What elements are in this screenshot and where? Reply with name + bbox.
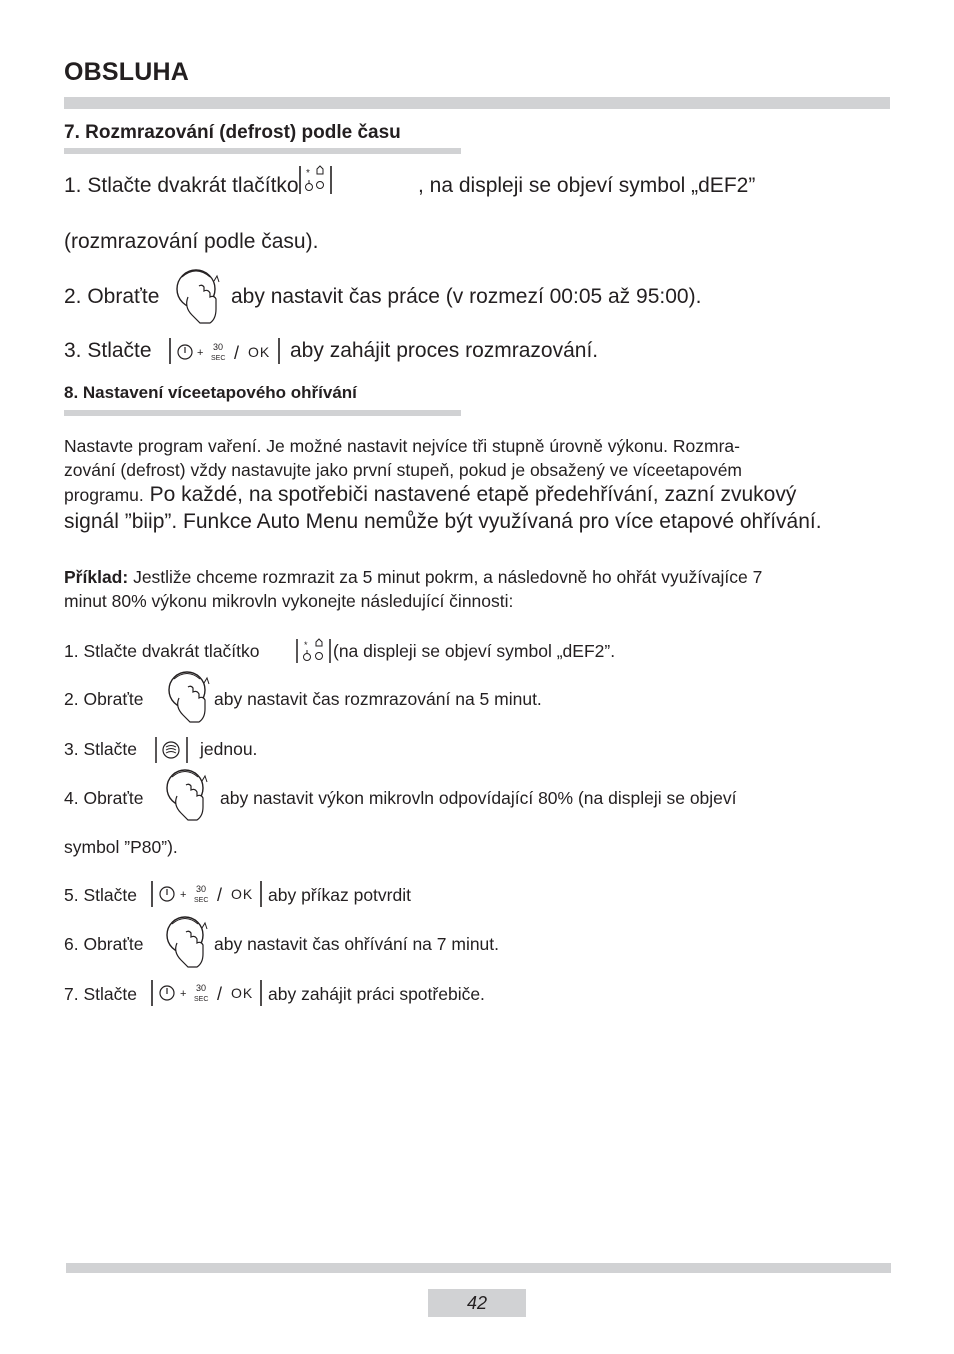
s8-step4-text: 4. Obraťte: [64, 788, 144, 808]
example-line-1: Jestliže chceme rozmrazit za 5 minut pokrm, a následovně ho ohřát využívajíce 7: [128, 567, 763, 587]
ok-label: OK: [231, 886, 254, 902]
plus-label: +: [180, 988, 187, 1000]
para-line-3-large: Po každé, na spotřebiči nastavené etapě předehřívání, zazní zvukový: [143, 483, 797, 506]
plus-label: +: [197, 347, 204, 359]
s7-step2-post: aby nastavit čas práce (v rozmezí 00:05 až 95:00).: [231, 285, 702, 308]
slash-label: /: [217, 984, 223, 1004]
sec-label: SEC: [194, 897, 209, 904]
example-line-2: minut 80% výkonu mikrovln vykonejte následující činnosti:: [64, 591, 514, 611]
svg-text:*: *: [304, 640, 308, 650]
s8-step5-post: aby příkaz potvrdit: [268, 885, 411, 905]
thirty-label: 30: [213, 342, 224, 352]
page-title: OBSLUHA: [64, 58, 190, 86]
para-line-3-small: programu.: [64, 485, 144, 505]
ok-label: OK: [248, 344, 271, 360]
s8-step7-text: 7. Stlačte: [64, 984, 137, 1004]
section8-paragraph: [64, 434, 894, 536]
defrost-button-icon: [298, 164, 334, 196]
para-line-1: Nastavte program vaření. Je možné nastavit nejvíce tři stupně úrovně výkonu. Rozmra-: [64, 436, 740, 456]
s8-step5-text: 5. Stlačte: [64, 885, 137, 905]
plus-label: +: [180, 889, 187, 901]
knob-hand-icon: [163, 768, 211, 824]
start-ok-button-icon: [150, 879, 264, 909]
microwave-power-button-icon: [154, 735, 190, 765]
s8-step6-text: 6. Obraťte: [64, 934, 144, 954]
slash-label: /: [217, 885, 223, 905]
section8-underline: [64, 410, 461, 416]
para-line-2: zování (defrost) vždy nastavujte jako první stupeň, pokud je obsažený ve víceetapovém: [64, 460, 743, 480]
s8-step2-post: aby nastavit čas rozmrazování na 5 minut.: [214, 689, 542, 709]
example-label: Příklad:: [64, 567, 129, 587]
sec-label: SEC: [211, 355, 226, 362]
knob-hand-icon: [172, 267, 224, 327]
thirty-label: 30: [196, 983, 207, 993]
s7-step2-text: 2. Obraťte: [64, 285, 160, 308]
example-paragraph: [64, 565, 904, 613]
ok-label: OK: [231, 985, 254, 1001]
s8-step4-cont: symbol ”P80”).: [64, 837, 178, 857]
s7-step1-text: 1. Stlačte dvakrát tlačítko: [64, 174, 299, 197]
s8-step1-text: 1. Stlačte dvakrát tlačítko: [64, 641, 260, 661]
sec-label: SEC: [194, 996, 209, 1003]
start-ok-button-icon: [168, 336, 282, 366]
s8-step3-post: jednou.: [200, 739, 258, 759]
section8-heading: 8. Nastavení víceetapového ohřívání: [64, 383, 357, 402]
knob-hand-icon: [163, 915, 211, 971]
header-bar: [64, 97, 890, 109]
footer-bar: [66, 1263, 891, 1273]
section7-underline: [64, 148, 461, 154]
defrost-button-icon: [295, 637, 333, 665]
s7-step1-post: , na displeji se objeví symbol „dEF2”: [418, 174, 756, 197]
s7-step3-post: aby zahájit proces rozmrazování.: [290, 339, 599, 362]
svg-text:*: *: [306, 168, 310, 179]
s8-step4-post: aby nastavit výkon mikrovln odpovídající 80% (na displeji se objeví: [220, 788, 737, 808]
para-line-4: signál ”biip”. Funkce Auto Menu nemůže být využívaná pro více etapové ohřívání.: [64, 510, 822, 533]
knob-hand-icon: [165, 670, 213, 726]
s8-step1-post: (na displeji se objeví symbol „dEF2”.: [333, 641, 616, 661]
s7-step1-cont: (rozmrazování podle času).: [64, 230, 319, 253]
start-ok-button-icon: [150, 978, 264, 1008]
s8-step7-post: aby zahájit práci spotřebiče.: [268, 984, 485, 1004]
s8-step3-text: 3. Stlačte: [64, 739, 137, 759]
thirty-label: 30: [196, 884, 207, 894]
slash-label: /: [234, 343, 240, 363]
page-number: 42: [428, 1289, 526, 1317]
s8-step2-text: 2. Obraťte: [64, 689, 144, 709]
section7-heading: 7. Rozmrazování (defrost) podle času: [64, 122, 401, 143]
s7-step3-text: 3. Stlačte: [64, 339, 152, 362]
s8-step6-post: aby nastavit čas ohřívání na 7 minut.: [214, 934, 500, 954]
